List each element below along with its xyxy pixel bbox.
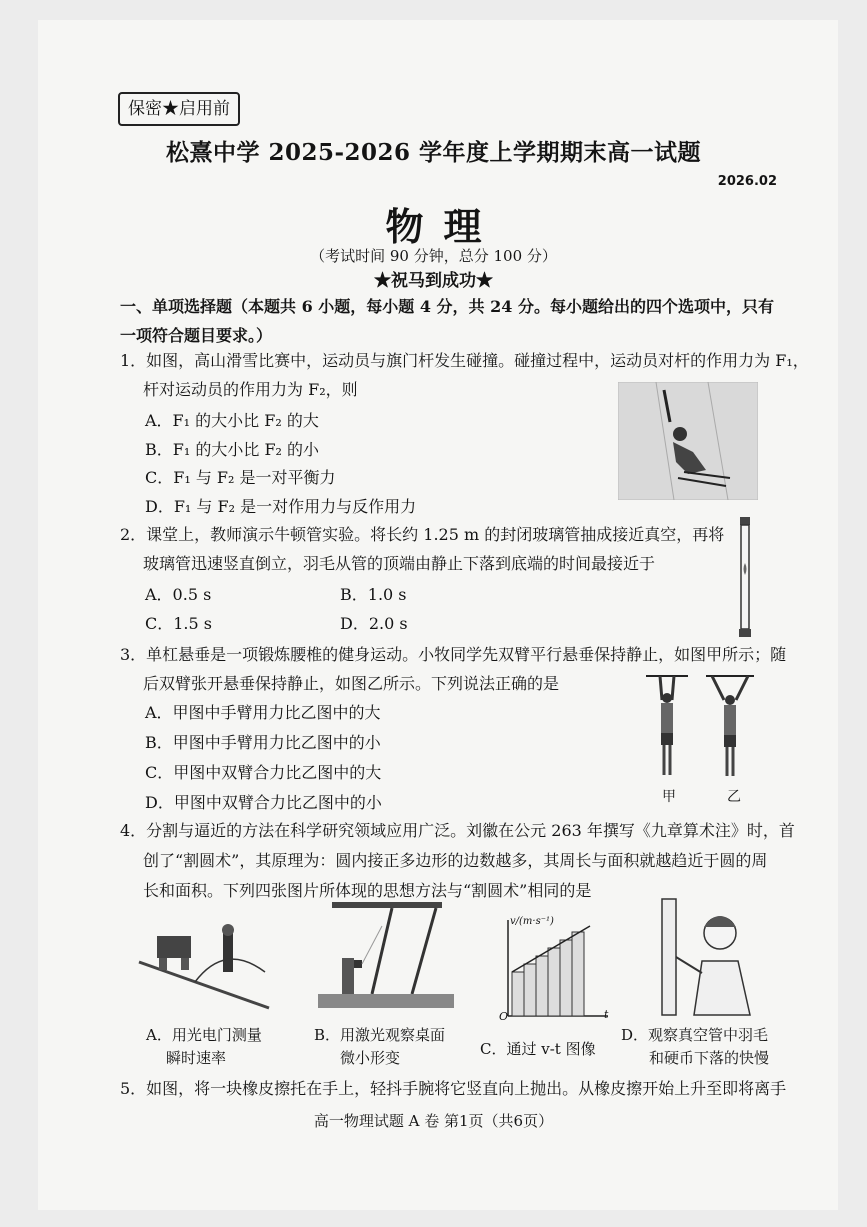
skier-figure [618, 382, 758, 500]
q3-option-b: B．甲图中手臂用力比乙图中的小 [145, 733, 381, 752]
q4-caption-d: D．观察真空管中羽毛 和硬币下落的快慢 [621, 1026, 770, 1067]
photogate-figure [135, 912, 275, 1012]
q1-option-a: A．F₁ 的大小比 F₂ 的大 [145, 411, 319, 430]
newton-tube-figure [734, 515, 756, 640]
vt-origin-label: O [499, 1010, 509, 1023]
q2-option-a: A．0.5 s [145, 585, 212, 604]
q3-option-a: A．甲图中手臂用力比乙图中的大 [145, 703, 381, 722]
q3-stem-line2: 后双臂张开悬垂保持静止，如图乙所示。下列说法正确的是 [143, 674, 560, 693]
q4-caption-b: B．用激光观察桌面 微小形变 [314, 1026, 446, 1067]
laser-table-figure [312, 898, 460, 1016]
subject-title: 物理 [385, 204, 502, 249]
q4-stem-line1: 4．分割与逼近的方法在科学研究领域应用广泛。刘徽在公元 263 年撰写《九章算术注》时，首 [120, 821, 795, 840]
confidential-stamp: 保密★启用前 [118, 92, 240, 126]
q4-stem-line3: 长和面积。下列四张图片所体现的思想方法与“割圆术”相同的是 [143, 881, 592, 900]
hanging-bar-figure [640, 670, 758, 782]
q5-stem-line1: 5．如图，将一块橡皮擦托在手上，轻抖手腕将它竖直向上抛出。从橡皮擦开始上升至即将离手 [120, 1079, 787, 1098]
q1-stem-line2: 杆对运动员的作用力为 F₂，则 [143, 380, 358, 399]
q1-option-c: C．F₁ 与 F₂ 是一对平衡力 [145, 468, 336, 487]
vt-y-axis-label: v/(m·s⁻¹) [510, 916, 554, 927]
q1-option-b: B．F₁ 的大小比 F₂ 的小 [145, 440, 320, 459]
vt-t-axis-label: t [604, 1008, 609, 1021]
q2-option-c: C．1.5 s [145, 614, 212, 633]
page-footer: 高一物理试题 A 卷 第1页（共6页） [313, 1112, 554, 1130]
q3-stem-line1: 3．单杠悬垂是一项锻炼腰椎的健身运动。小牧同学先双臂平行悬垂保持静止，如图甲所示；随 [120, 645, 787, 664]
q2-stem-line1: 2．课堂上，教师演示牛顿管实验。将长约 1.25 m 的封闭玻璃管抽成接近真空，再将 [120, 525, 725, 544]
student-tube-figure [648, 895, 760, 1020]
q2-option-d: D．2.0 s [340, 614, 408, 633]
q3-option-d: D．甲图中双臂合力比乙图中的小 [145, 793, 382, 812]
figure-label-yi: 乙 [727, 789, 741, 805]
q2-option-b: B．1.0 s [340, 585, 407, 604]
q2-stem-line2: 玻璃管迅速竖直倒立，羽毛从管的顶端由静止下落到底端的时间最接近于 [143, 554, 656, 573]
q4-stem-line2: 创了“割圆术”，其原理为：圆内接正多边形的边数越多，其周长与面积就越趋近于圆的周 [143, 851, 768, 870]
q4-caption-a: A．用光电门测量 瞬时速率 [146, 1026, 262, 1067]
q1-stem-line1: 1．如图，高山滑雪比赛中，运动员与旗门杆发生碰撞。碰撞过程中，运动员对杆的作用力为 F₁， [120, 351, 809, 370]
vt-graph-figure [498, 912, 613, 1024]
q1-option-d: D．F₁ 与 F₂ 是一对作用力与反作用力 [145, 497, 417, 516]
exam-date: 2026.02 [717, 174, 777, 189]
section-heading: 一、单项选择题（本题共 6 小题，每小题 4 分，共 24 分。每小题给出的四个选项中，只有一项符合题目要求。） [120, 297, 774, 345]
figure-label-jia: 甲 [662, 789, 676, 805]
exam-title: 松熹中学 2025-2026 学年度上学期期末高一试题 [165, 139, 702, 166]
exam-info: （考试时间 90 分钟，总分 100 分） [310, 247, 557, 265]
q4-caption-c: C．通过 v-t 图像 [480, 1040, 596, 1058]
blessing-line: ★祝马到成功★ [374, 271, 493, 291]
q3-option-c: C．甲图中双臂合力比乙图中的大 [145, 763, 382, 782]
